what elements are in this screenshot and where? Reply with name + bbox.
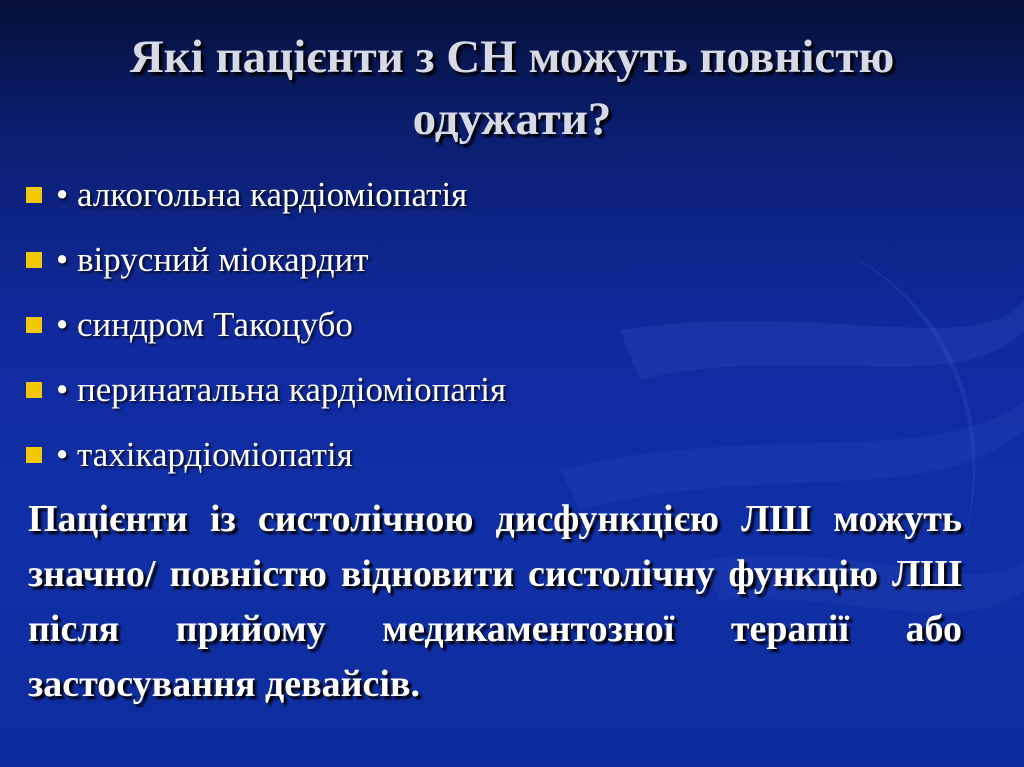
slide-title: Які пацієнти з СН можуть повністю одужати? xyxy=(129,31,895,145)
list-item xyxy=(26,227,986,292)
list-item xyxy=(26,422,986,487)
summary-paragraph: Пацієнти із систолічною дисфункцією ЛШ можуть значно/ повністю відновити систолічну функцію ЛШ після прийому медикаментозної терапії або застосування девайсів. xyxy=(28,498,962,705)
list-item xyxy=(26,162,986,227)
bullet-list xyxy=(26,162,986,487)
bullet-text: • синдром Такоцубо xyxy=(56,304,353,344)
square-bullet-icon xyxy=(26,252,42,268)
list-item xyxy=(26,357,986,422)
bullet-text: • тахікардіоміопатія xyxy=(56,434,353,474)
bullet-text: • вірусний міокардит xyxy=(56,239,369,279)
list-item xyxy=(26,292,986,357)
bullet-text: • перинатальна кардіоміопатія xyxy=(56,369,507,409)
square-bullet-icon xyxy=(26,382,42,398)
square-bullet-icon xyxy=(26,317,42,333)
square-bullet-icon xyxy=(26,187,42,203)
bullet-text: • алкогольна кардіоміопатія xyxy=(56,174,468,214)
square-bullet-icon xyxy=(26,447,42,463)
